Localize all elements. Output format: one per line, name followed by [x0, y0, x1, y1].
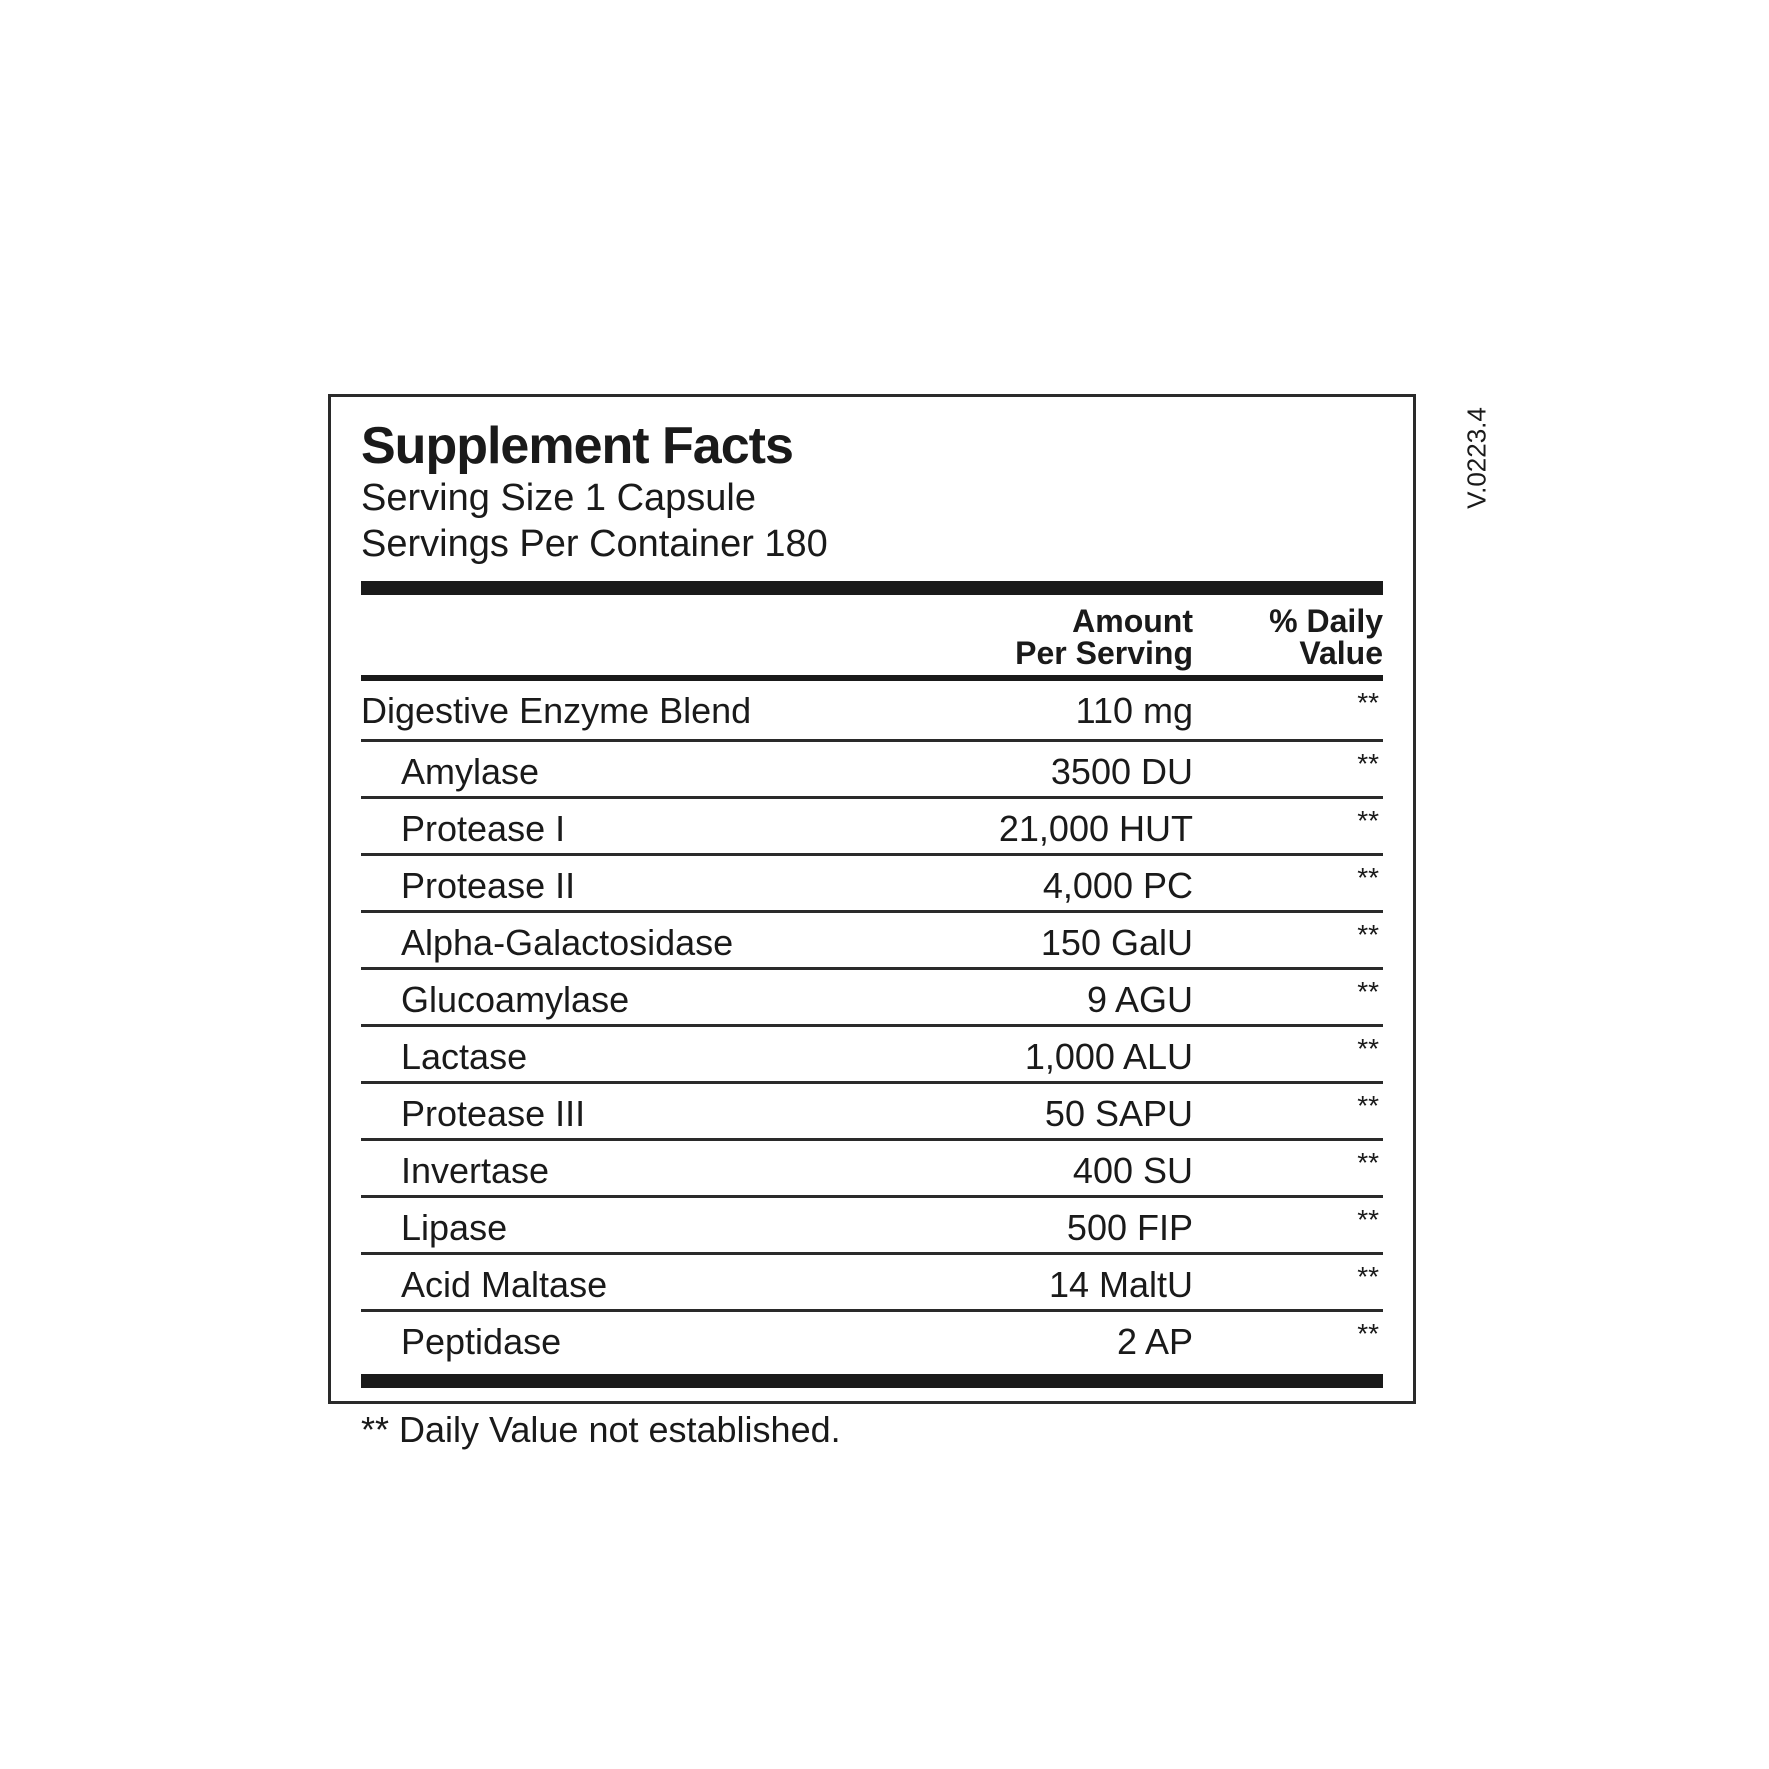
ingredient-daily-value: ** [1357, 805, 1379, 836]
ingredient-amount: 500 FIP [1066, 1207, 1193, 1248]
ingredient-name: Digestive Enzyme Blend [361, 690, 752, 731]
ingredient-amount: 3500 DU [1050, 751, 1193, 792]
ingredient-amount: 21,000 HUT [998, 808, 1193, 849]
ingredient-amount: 14 MaltU [1048, 1264, 1193, 1305]
ingredient-daily-value: ** [1357, 1147, 1379, 1178]
ingredient-rows [361, 681, 1383, 1366]
panel-title: Supplement Facts [361, 417, 793, 475]
ingredient-name: Alpha-Galactosidase [401, 922, 734, 963]
ingredient-daily-value: ** [1357, 1318, 1379, 1349]
daily-value-footnote: ** Daily Value not established. [361, 1409, 841, 1450]
ingredient-daily-value: ** [1357, 1033, 1379, 1064]
supplement-facts-content [361, 417, 1383, 1450]
serving-size: Serving Size 1 Capsule [361, 477, 756, 519]
table-row [361, 1141, 1383, 1198]
ingredient-name: Peptidase [401, 1321, 562, 1362]
ingredient-daily-value: ** [1357, 687, 1379, 718]
version-code [1460, 398, 1494, 518]
table-row [361, 1255, 1383, 1312]
ingredient-amount: 150 GalU [1040, 922, 1193, 963]
ingredient-name: Acid Maltase [401, 1264, 608, 1305]
table-row [361, 799, 1383, 856]
ingredient-name: Lactase [401, 1036, 528, 1077]
ingredient-amount: 50 SAPU [1044, 1093, 1193, 1134]
ingredient-name: Amylase [401, 751, 540, 792]
supplement-facts-panel [328, 394, 1416, 1450]
ingredient-amount: 2 AP [1116, 1321, 1193, 1362]
ingredient-daily-value: ** [1357, 862, 1379, 893]
ingredient-amount: 110 mg [1075, 690, 1193, 731]
ingredient-daily-value: ** [1357, 976, 1379, 1007]
ingredient-daily-value: ** [1357, 1261, 1379, 1292]
ingredient-amount: 4,000 PC [1042, 865, 1193, 906]
servings-per-container: Servings Per Container 180 [361, 523, 828, 565]
dv-header-line1: % Daily [1269, 603, 1383, 639]
table-row [361, 1027, 1383, 1084]
ingredient-amount: 1,000 ALU [1024, 1036, 1193, 1077]
ingredient-daily-value: ** [1357, 1090, 1379, 1121]
ingredient-name: Protease II [401, 865, 576, 906]
amount-column-header [1015, 605, 1193, 669]
ingredient-name: Invertase [401, 1150, 550, 1191]
table-row [361, 1084, 1383, 1141]
bottom-divider-bar [361, 1374, 1383, 1388]
table-row [361, 1198, 1383, 1255]
ingredient-amount: 400 SU [1072, 1150, 1193, 1191]
table-row [361, 742, 1383, 799]
ingredient-daily-value: ** [1357, 919, 1379, 950]
ingredient-name: Protease III [401, 1093, 586, 1134]
version-code-text: V.0223.4 [1461, 407, 1492, 509]
table-row [361, 913, 1383, 970]
daily-value-column-header [1269, 605, 1383, 669]
ingredient-daily-value: ** [1357, 748, 1379, 779]
ingredient-daily-value: ** [1357, 1204, 1379, 1235]
ingredient-amount: 9 AGU [1086, 979, 1193, 1020]
table-row [361, 856, 1383, 913]
table-row [361, 970, 1383, 1027]
amount-header-line1: Amount [1072, 603, 1193, 639]
dv-header-line2: Value [1299, 635, 1383, 671]
table-row [361, 681, 1383, 742]
ingredient-name: Glucoamylase [401, 979, 630, 1020]
top-divider-bar [361, 581, 1383, 595]
ingredient-name: Lipase [401, 1207, 508, 1248]
table-row [361, 1312, 1383, 1366]
amount-header-line2: Per Serving [1015, 635, 1193, 671]
column-header-row [361, 595, 1383, 675]
ingredient-name: Protease I [401, 808, 566, 849]
